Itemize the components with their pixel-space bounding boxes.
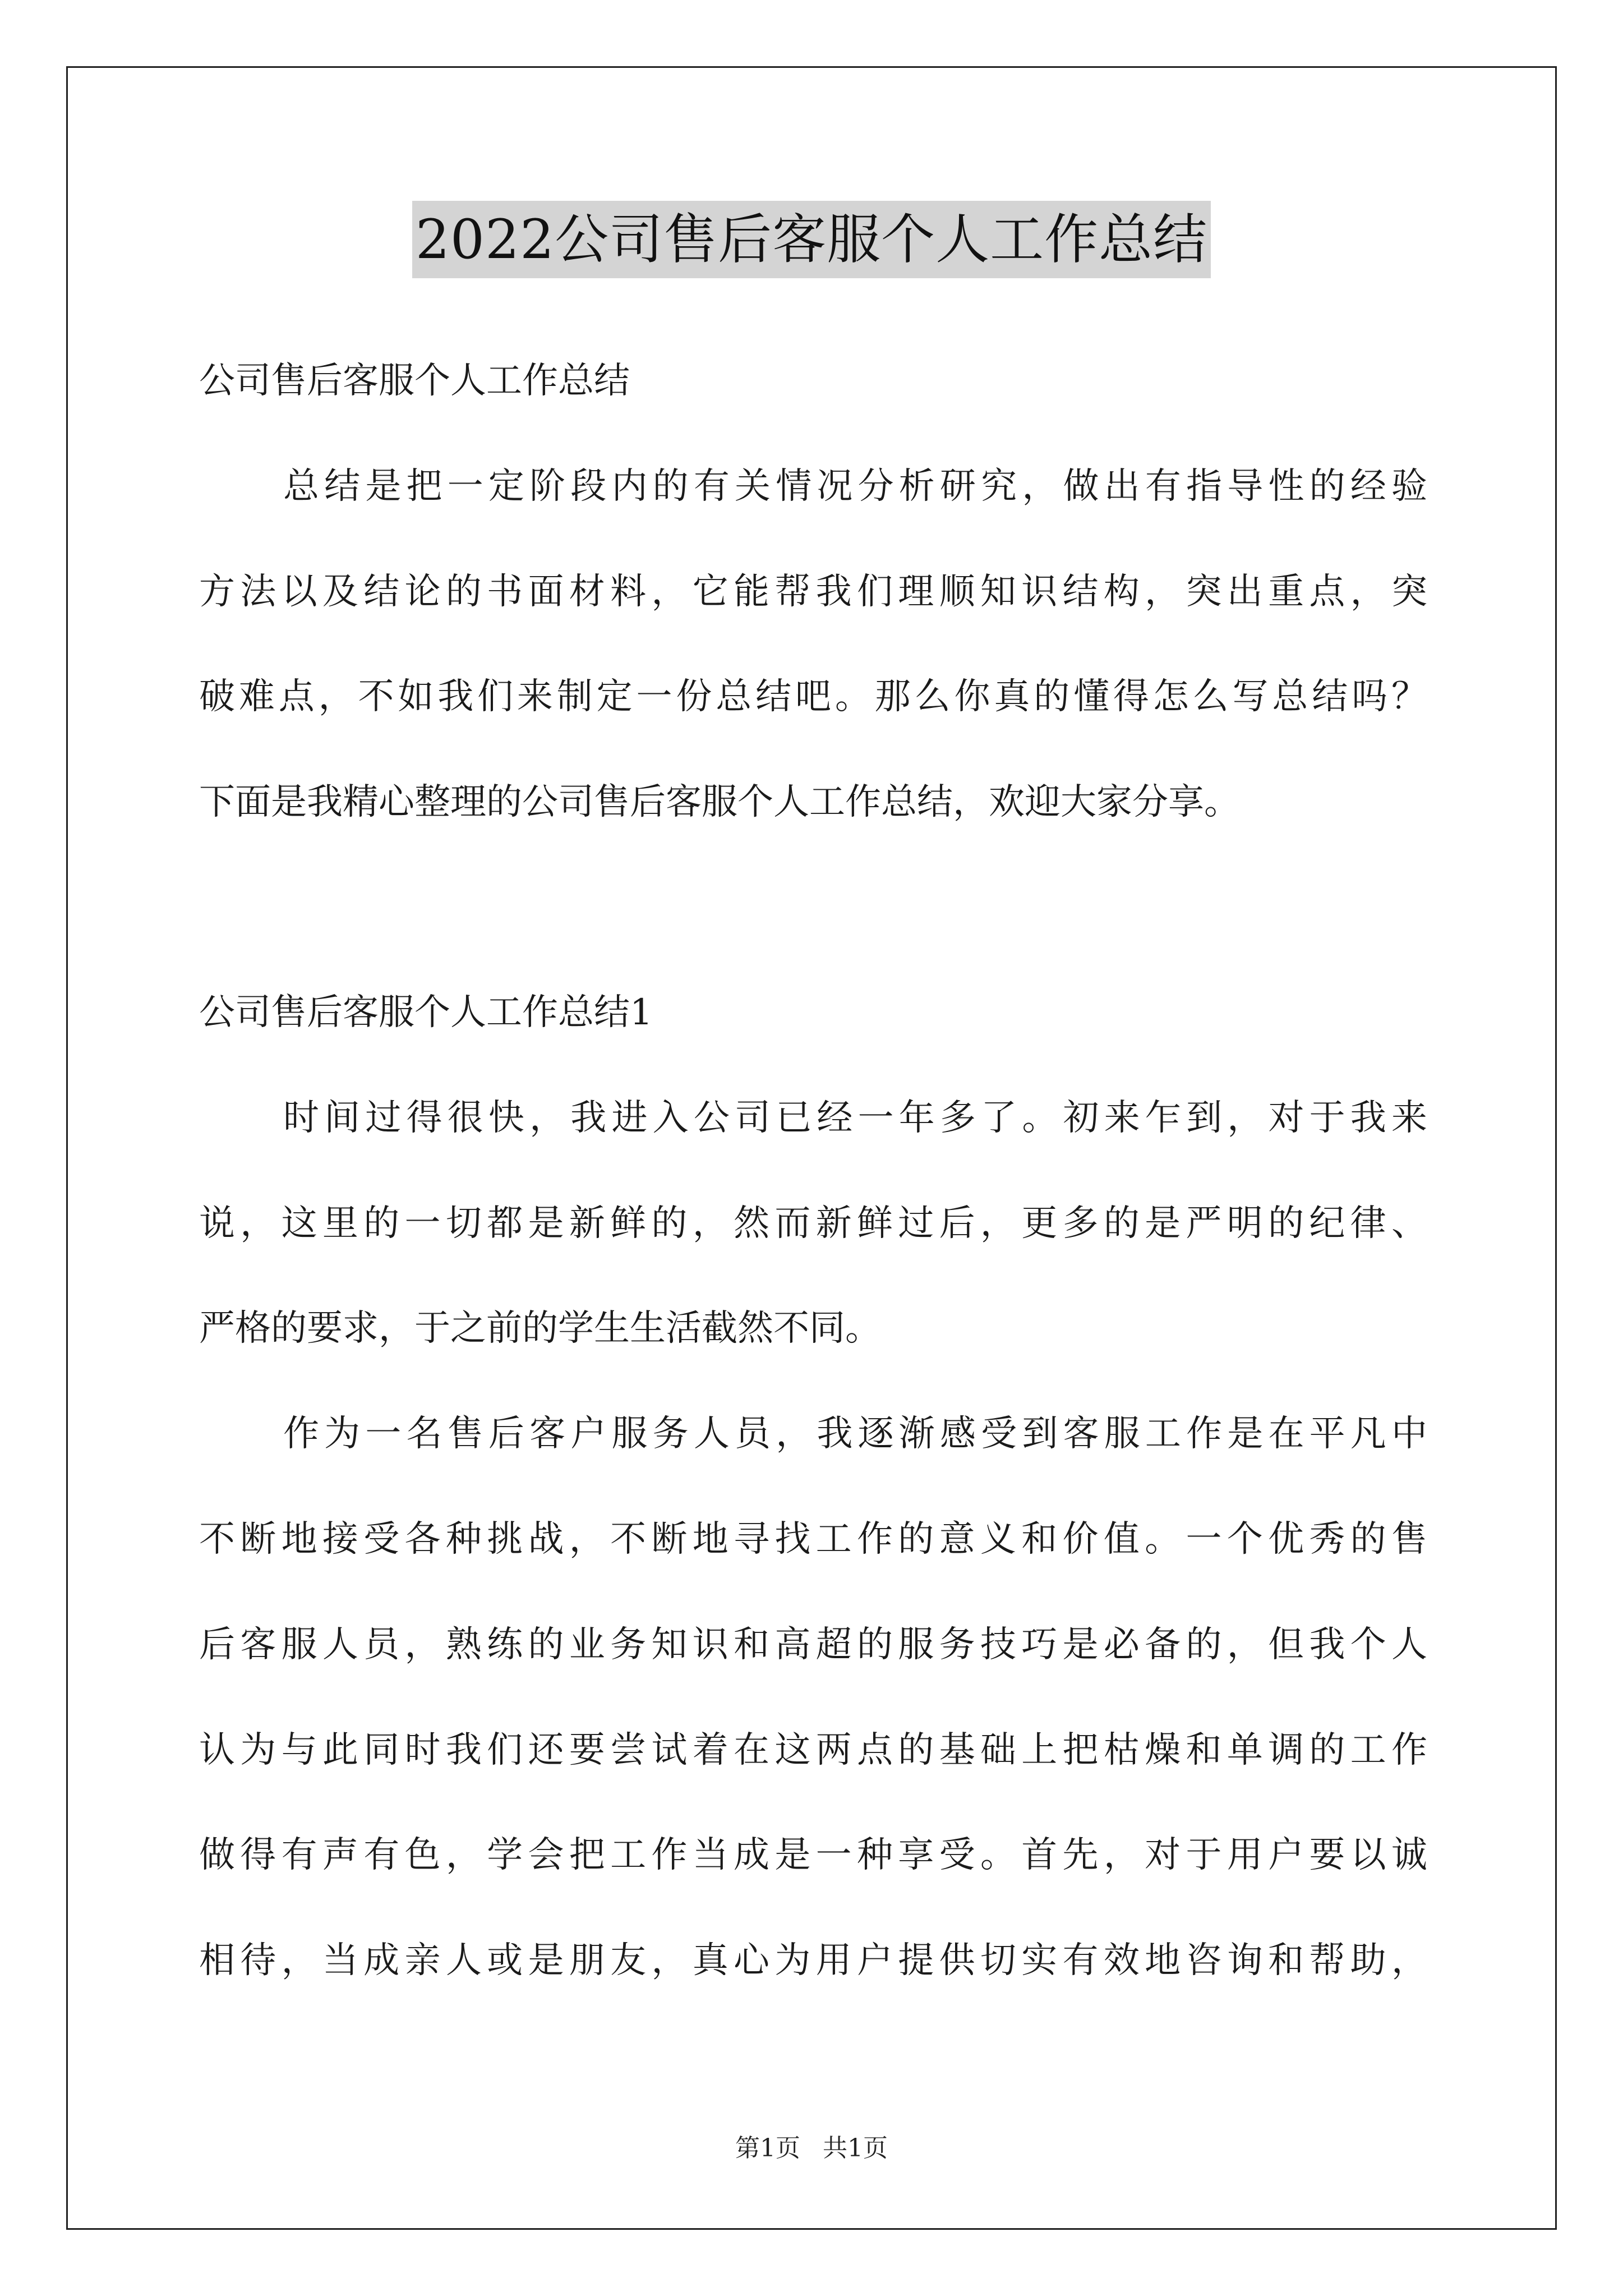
intro-line: 破难点，不如我们来制定一份总结吧。那么你真的懂得怎么写总结吗？ [199,676,1427,717]
paragraph-line: 认为与此同时我们还要尝试着在这两点的基础上把枯燥和单调的工作 [199,1729,1427,1771]
paragraph-line: 说，这里的一切都是新鲜的，然而新鲜过后，更多的是严明的纪律、 [199,1203,1427,1244]
title-container [0,201,1623,278]
paragraph-line: 做得有声有色，学会把工作当成是一种享受。首先，对于用户要以诚 [199,1834,1427,1876]
document-title: 2022公司售后客服个人工作总结 [412,201,1211,278]
paragraph-line: 相待，当成亲人或是朋友，真心为用户提供切实有效地咨询和帮助， [199,1940,1427,1981]
section-heading: 公司售后客服个人工作总结1 [199,992,653,1033]
document-subtitle: 公司售后客服个人工作总结 [199,360,630,402]
intro-line: 总结是把一定阶段内的有关情况分析研究，做出有指导性的经验 [283,466,1427,507]
page-total: 共1页 [823,2134,888,2162]
page-footer [0,2132,1623,2165]
paragraph-line: 后客服人员，熟练的业务知识和高超的服务技巧是必备的，但我个人 [199,1624,1427,1665]
page-number: 第1页 [735,2134,800,2162]
paragraph-line: 严格的要求，于之前的学生生活截然不同。 [199,1308,881,1349]
intro-line: 方法以及结论的书面材料，它能帮我们理顺知识结构，突出重点，突 [199,571,1427,613]
paragraph-line: 时间过得很快，我进入公司已经一年多了。初来乍到，对于我来 [283,1097,1427,1139]
paragraph-line: 不断地接受各种挑战，不断地寻找工作的意义和价值。一个优秀的售 [199,1519,1427,1560]
paragraph-line: 作为一名售后客户服务人员，我逐渐感受到客服工作是在平凡中 [283,1413,1427,1455]
intro-line: 下面是我精心整理的公司售后客服个人工作总结，欢迎大家分享。 [199,781,1240,823]
